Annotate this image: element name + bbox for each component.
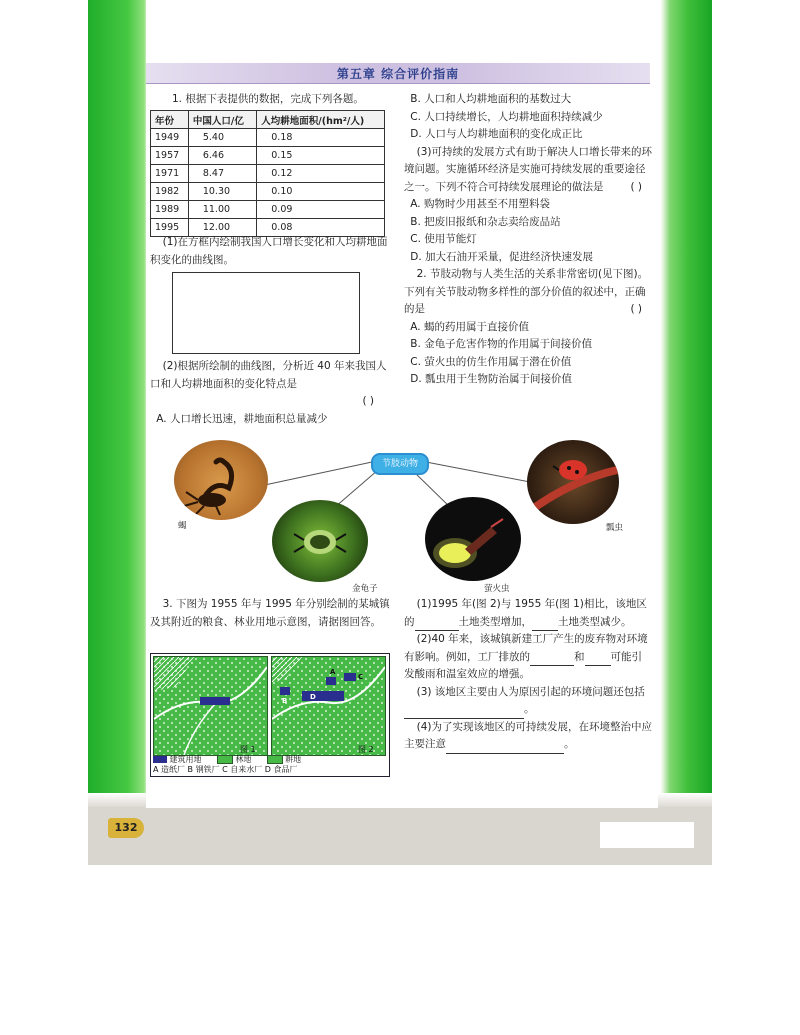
answer-blank[interactable]: [530, 653, 574, 666]
answer-blank[interactable]: [415, 618, 459, 631]
q1-part2-text: (2)根据所绘制的曲线图，分析近 40 年来我国人口和人均耕地面积的变化特点是: [150, 360, 387, 390]
q3-s3-text: (3) 该地区主要由人为原因引起的环境问题还包括: [416, 685, 645, 698]
q3-s2-text-c: 可能引发酸雨和温室效应的增强。: [404, 650, 642, 680]
q1-part3-option-a: A. 购物时少用甚至不用塑料袋: [410, 198, 550, 210]
q3-subquestions: [404, 596, 652, 754]
answer-blank[interactable]: [585, 653, 611, 666]
q3-stem-block: [150, 596, 392, 631]
q2-stem: 2. 节肢动物与人类生活的关系非常密切(见下图)。下列有关节肢动物多样性的部分价值的叙述中，正确的是: [404, 268, 649, 315]
table-header-population: 中国人口/亿: [188, 111, 256, 129]
table-cell: 0.15: [257, 147, 385, 165]
table-row: [151, 201, 385, 219]
q1-option-d: D. 人口与人均耕地面积的变化成正比: [410, 128, 583, 140]
q1-intro-block: [172, 91, 392, 109]
table-cell: 0.09: [257, 201, 385, 219]
legend-farm-label: 耕地: [285, 755, 302, 764]
legend-farm-swatch: [267, 755, 283, 764]
q3-s4-text: (4)为了实现该地区的可持续发展，在环境整治中应主要注意: [404, 720, 652, 750]
factory-label-a: A: [330, 668, 336, 676]
table-cell: 6.46: [188, 147, 256, 165]
factory-label-b: B: [282, 697, 288, 705]
legend-build-swatch: [153, 756, 167, 763]
firefly-caption: 萤火虫: [484, 584, 510, 594]
population-table: [150, 110, 385, 237]
table-cell: 5.40: [188, 129, 256, 147]
fig1-label: 图 1: [240, 745, 256, 754]
map-legend: [153, 755, 385, 775]
q1-part3-option-b: B. 把废旧报纸和杂志卖给废品站: [410, 215, 561, 228]
q3-stem: 3. 下图为 1955 年与 1995 年分别绘制的某城镇及其附近的粮食、林业用地示意图，请据图回答。: [150, 598, 390, 628]
answer-blank[interactable]: [532, 618, 558, 631]
map-panel-1995: [271, 656, 386, 756]
q1-part3-text: (3)可持续的发展方式有助于解决人口增长带来的环境问题。实施循环经济是实施可持续发展的重要途径之一。下列不符合可持续发展理论的做法是: [404, 145, 652, 193]
legend-factories: A 造纸厂 B 钢铁厂 C 自来水厂 D 食品厂: [153, 765, 298, 774]
table-header-year: 年份: [151, 111, 189, 129]
q2-option-b: B. 金龟子危害作物的作用属于间接价值: [410, 338, 593, 350]
beetle-caption: 金龟子: [352, 584, 378, 594]
q2-option-d: D. 瓢虫用于生物防治属于间接价值: [410, 373, 573, 385]
firefly-icon: [425, 497, 521, 581]
table-row: [151, 183, 385, 201]
q1-part1: [150, 234, 392, 269]
ladybug-icon: [527, 440, 619, 524]
ladybug-caption: 瓢虫: [606, 523, 624, 533]
land-use-map: [150, 653, 390, 777]
scorpion-caption: 蝎: [178, 521, 187, 531]
q3-s1-text-a: (1)1995 年(图 2)与 1955 年(图 1)相比，该地区的: [404, 598, 647, 628]
q1-part2: [150, 358, 392, 428]
answer-paren[interactable]: ( ): [630, 180, 642, 193]
table-row: [151, 165, 385, 183]
q1-option-c: C. 人口持续增长，人均耕地面积持续减少: [410, 110, 603, 123]
beetle-icon: [272, 500, 368, 582]
period: 。: [524, 703, 535, 715]
beetle-photo: [272, 500, 368, 582]
fig2-label: 图 2: [358, 745, 374, 754]
right-column-top: [404, 91, 652, 389]
drawing-answer-box[interactable]: [172, 272, 360, 354]
chapter-title: 第五章 综合评价指南: [336, 67, 460, 81]
map-1995-drawing: [272, 657, 385, 755]
answer-paren[interactable]: ( ): [630, 303, 642, 315]
scorpion-photo: [174, 440, 268, 520]
map-panel-1955: [153, 656, 268, 756]
redaction-box: [600, 822, 694, 848]
q1-intro: 1. 根据下表提供的数据，完成下列各题。: [172, 93, 364, 105]
table-row: [151, 147, 385, 165]
q2-option-a: A. 蝎的药用属于直接价值: [410, 320, 529, 333]
table-cell: 0.12: [257, 165, 385, 183]
q1-option-b: B. 人口和人均耕地面积的基数过大: [410, 93, 572, 105]
table-header-row: [151, 111, 385, 129]
table-cell: 1995: [151, 219, 189, 237]
chapter-header: [146, 63, 650, 84]
legend-forest-label: 林地: [235, 755, 252, 764]
q3-s2-text-a: (2)40 年来，该城镇新建工厂产生的废弃物对环境有影响。例如，工厂排放的: [404, 633, 648, 663]
period: 。: [564, 738, 575, 750]
table-cell: 8.47: [188, 165, 256, 183]
table-cell: 11.00: [188, 201, 256, 219]
ladybug-photo: [527, 440, 619, 524]
firefly-photo: [425, 497, 521, 581]
q1-part3-option-d: D. 加大石油开采量，促进经济快速发展: [410, 250, 594, 263]
answer-paren[interactable]: ( ): [362, 395, 374, 407]
answer-blank[interactable]: [404, 706, 524, 719]
q3-s2-text-b: 和: [574, 650, 585, 663]
table-cell: 0.08: [257, 219, 385, 237]
q1-part1-text: (1)在方框内绘制我国人口增长变化和人均耕地面积变化的曲线图。: [150, 236, 388, 266]
table-cell: 0.18: [257, 129, 385, 147]
arthropod-center-label: 节肢动物: [371, 453, 429, 475]
legend-build-label: 建筑用地: [169, 755, 202, 764]
q1-part3-option-c: C. 使用节能灯: [410, 233, 477, 245]
factory-label-c: C: [358, 673, 364, 681]
table-header-farmland: 人均耕地面积/(hm²/人): [257, 111, 385, 129]
table-cell: 1957: [151, 147, 189, 165]
answer-blank[interactable]: [446, 741, 564, 754]
table-cell: 0.10: [257, 183, 385, 201]
q2-option-c: C. 萤火虫的仿生作用属于潜在价值: [410, 355, 572, 368]
map-1955-drawing: [154, 657, 267, 755]
table-row: [151, 129, 385, 147]
table-cell: 1971: [151, 165, 189, 183]
legend-forest-swatch: [217, 755, 233, 764]
table-cell: 10.30: [188, 183, 256, 201]
table-cell: 1949: [151, 129, 189, 147]
scorpion-icon: [174, 440, 268, 520]
q1-option-a: A. 人口增长迅速，耕地面积总量减少: [156, 412, 328, 425]
table-cell: 1989: [151, 201, 189, 219]
table-cell: 12.00: [188, 219, 256, 237]
q3-s1-text-b: 土地类型增加，: [458, 615, 532, 628]
page-number: 132: [108, 818, 144, 838]
q3-s1-text-c: 土地类型减少。: [558, 615, 632, 628]
table-cell: 1982: [151, 183, 189, 201]
factory-label-d: D: [310, 693, 316, 701]
